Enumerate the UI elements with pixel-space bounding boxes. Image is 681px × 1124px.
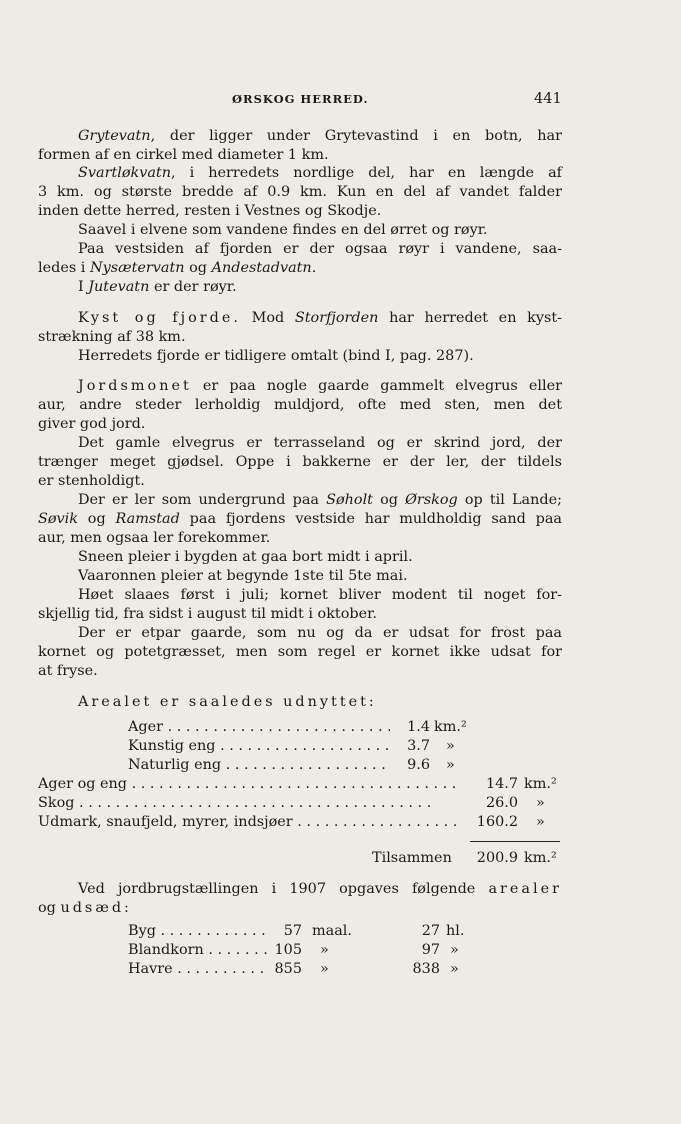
crop-hl-unit: » xyxy=(450,961,459,977)
table-value: 26.0 xyxy=(485,795,518,811)
table-unit: » xyxy=(536,795,545,811)
text-line: Der er ler som undergrund paa Søholt og Ørskog op til Lande; xyxy=(78,492,562,508)
crop-maal: 855 xyxy=(274,961,302,977)
text-line: giver god jord. xyxy=(38,416,146,432)
text-line: Det gamle elvegrus er terrasseland og er skrind jord, der xyxy=(78,435,562,451)
crop-maal-unit: maal. xyxy=(312,923,352,939)
crop-hl-unit: » xyxy=(450,942,459,958)
spaced-heading: Jordsmonet xyxy=(78,378,192,394)
text-line: I Jutevatn er der røyr. xyxy=(78,279,237,295)
text-line: Kyst og fjorde. Mod Storfjorden har herredet en kyst- xyxy=(78,310,562,326)
page-number: 441 xyxy=(534,91,562,107)
text-line: ledes i Nysætervatn og Andestadvatn. xyxy=(38,260,317,276)
spaced-heading: Kyst og fjorde. xyxy=(78,310,241,326)
crop-maal: 57 xyxy=(283,923,302,939)
text-line: skjellig tid, fra sidst i august til midt i oktober. xyxy=(38,606,377,622)
table-value: 1.4 xyxy=(407,719,430,735)
crop-hl: 97 xyxy=(421,942,440,958)
table-unit: » xyxy=(536,814,545,830)
crop-hl: 27 xyxy=(421,923,440,939)
table-row-label: Ager . . . xyxy=(128,718,390,736)
total-label: Tilsammen xyxy=(372,850,452,866)
text-line: og udsæd: xyxy=(38,900,132,916)
table-row-label: Skog . . . xyxy=(38,794,458,812)
table-row-label: Udmark, snaufjeld, myrer, indsjøer . . . xyxy=(38,813,458,831)
text-line: Søvik og Ramstad paa fjordens vestside har muldholdig sand paa xyxy=(38,511,563,527)
crop-maal-unit: » xyxy=(320,961,329,977)
text-line: kornet og potetgræsset, men som regel er kornet ikke udsat for xyxy=(38,644,562,660)
crop-label: Havre . . . xyxy=(128,960,268,978)
table-row-label: Kunstig eng . . . xyxy=(128,737,390,755)
table-value: 3.7 xyxy=(407,738,430,754)
sum-rule xyxy=(470,841,560,842)
crop-label: Blandkorn . . . xyxy=(128,941,268,959)
crop-maal-unit: » xyxy=(320,942,329,958)
text-line: Grytevatn, der ligger under Grytevastind i en botn, har xyxy=(78,128,562,144)
total-value: 200.9 xyxy=(476,850,518,866)
table-value: 160.2 xyxy=(476,814,518,830)
text-line: Der er etpar gaarde, som nu og da er udsat for frost paa xyxy=(78,625,562,641)
running-header-title: ØRSKOG HERRED. xyxy=(232,92,369,106)
table-row-label: Ager og eng . . . xyxy=(38,775,458,793)
text-line: Jordsmonet er paa nogle gaarde gammelt elvegrus eller xyxy=(78,378,562,394)
text-line: strækning af 38 km. xyxy=(38,329,186,345)
text-line: trænger meget gjødsel. Oppe i bakkerne er der ler, der tildels xyxy=(38,454,562,470)
table-unit: km.² xyxy=(434,719,467,735)
text-line: Svartløkvatn, i herredets nordlige del, har en længde af xyxy=(78,165,562,181)
crop-maal: 105 xyxy=(274,942,302,958)
text-line: er stenholdigt. xyxy=(38,473,145,489)
crop-label: Byg . . . xyxy=(128,922,268,940)
table-unit: km.² xyxy=(524,776,557,792)
table-unit: » xyxy=(446,757,455,773)
table-value: 9.6 xyxy=(407,757,430,773)
text-line: Saavel i elvene som vandene findes en del ørret og røyr. xyxy=(78,222,488,238)
text-line: at fryse. xyxy=(38,663,98,679)
text-line: Sneen pleier i bygden at gaa bort midt i april. xyxy=(78,549,413,565)
text-line: Høet slaaes først i juli; kornet bliver modent til noget for- xyxy=(78,587,562,603)
crop-hl: 838 xyxy=(412,961,440,977)
text-line: 3 km. og største bredde af 0.9 km. Kun en del af vandet falder xyxy=(38,184,562,200)
table-value: 14.7 xyxy=(485,776,518,792)
text-line: Herredets fjorde er tidligere omtalt (bind I, pag. 287). xyxy=(78,348,474,364)
crop-hl-unit: hl. xyxy=(446,923,465,939)
text-line: Vaaronnen pleier at begynde 1ste til 5te mai. xyxy=(78,568,408,584)
text-line: formen af en cirkel med diameter 1 km. xyxy=(38,147,329,163)
text-line: Ved jordbrugstællingen i 1907 opgaves følgende arealer xyxy=(78,881,562,897)
table-row-label: Naturlig eng . . . xyxy=(128,756,390,774)
text-line: Paa vestsiden af fjorden er der ogsaa røyr i vandene, saa- xyxy=(78,241,562,257)
table-unit: » xyxy=(446,738,455,754)
text-line: aur, andre steder lerholdig muldjord, ofte med sten, men det xyxy=(38,397,562,413)
text-line: inden dette herred, resten i Vestnes og Skodje. xyxy=(38,203,382,219)
total-unit: km.² xyxy=(524,850,557,866)
text-line: aur, men ogsaa ler forekommer. xyxy=(38,530,271,546)
table-heading: Arealet er saaledes udnyttet: xyxy=(78,694,377,710)
